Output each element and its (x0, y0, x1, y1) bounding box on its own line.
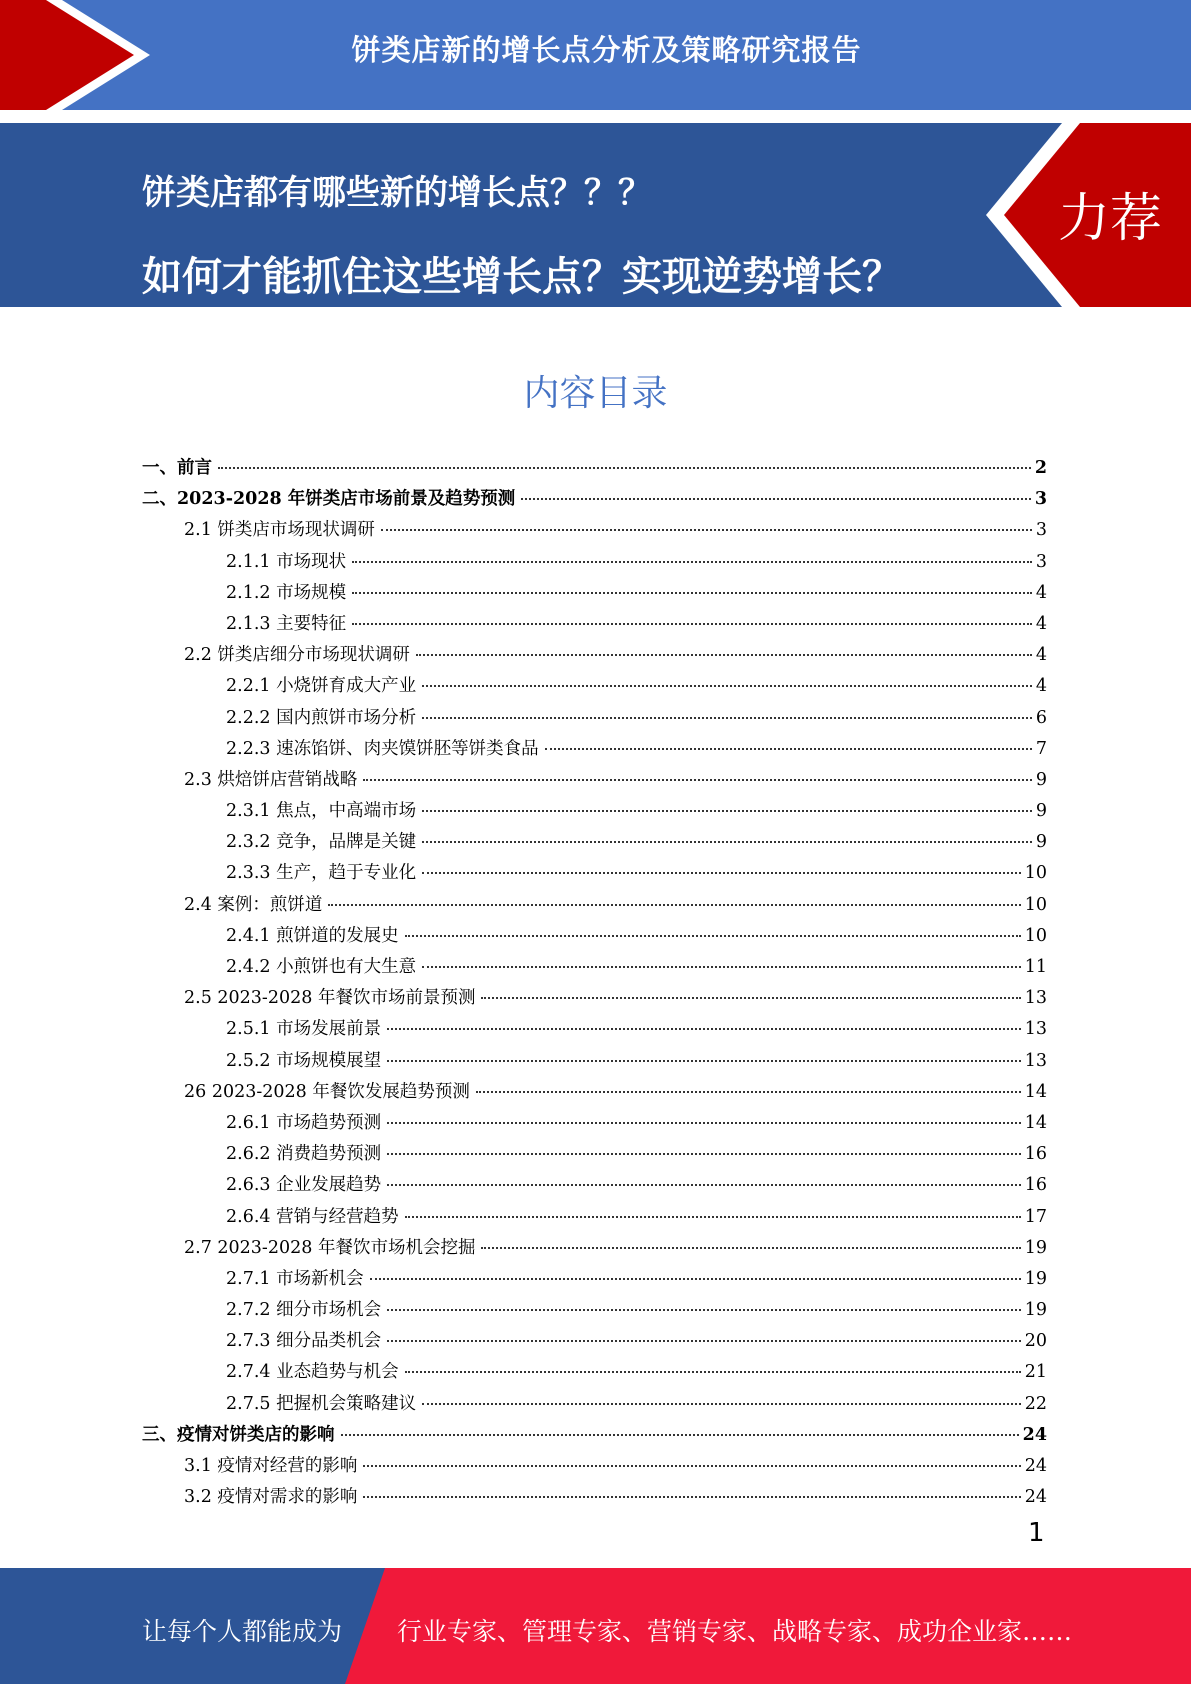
question-banner (0, 123, 1191, 307)
toc-leader-dots (422, 965, 1021, 968)
toc-leader-dots (352, 591, 1032, 594)
toc-entry-label: 2.1.3 主要特征 (226, 613, 347, 634)
toc-leader-dots (416, 653, 1032, 656)
toc-entry-page: 6 (1035, 707, 1047, 728)
toc-entry-page: 22 (1024, 1393, 1047, 1414)
toc-entry[interactable] (142, 1171, 1047, 1202)
toc-entry-label: 2.1 饼类店市场现状调研 (184, 520, 375, 541)
toc-entry-label: 2.7.3 细分品类机会 (226, 1331, 382, 1352)
banner-question-2: 如何才能抓住这些增长点？实现逆势增长？ (142, 254, 902, 300)
toc-leader-dots (381, 528, 1032, 531)
toc-leader-dots (218, 466, 1031, 469)
toc-entry-page: 4 (1035, 613, 1047, 634)
toc-entry-page: 16 (1024, 1175, 1047, 1196)
toc-leader-dots (352, 560, 1032, 563)
toc-entry[interactable] (142, 1421, 1047, 1452)
footer-slogan-right: 行业专家、管理专家、营销专家、战略专家、成功企业家…… (397, 1617, 1073, 1646)
toc-entry-page: 19 (1024, 1300, 1047, 1321)
toc-leader-dots (422, 871, 1021, 874)
toc-entry-label: 2.3.1 焦点，中高端市场 (226, 801, 417, 822)
toc-entry-page: 13 (1024, 1019, 1047, 1040)
toc-entry-label: 26 2023-2028 年餐饮发展趋势预测 (184, 1081, 470, 1102)
toc-entry-page: 19 (1024, 1268, 1047, 1289)
toc-entry[interactable] (142, 1234, 1047, 1265)
toc-entry[interactable] (142, 1358, 1047, 1389)
toc-entry-page: 14 (1024, 1112, 1047, 1133)
toc-entry-page: 24 (1022, 1424, 1047, 1445)
toc-entry[interactable] (142, 1296, 1047, 1327)
toc-entry-page: 11 (1024, 957, 1047, 977)
toc-entry[interactable] (142, 485, 1047, 516)
toc-leader-dots (387, 1027, 1021, 1030)
toc-entry[interactable] (142, 1452, 1047, 1483)
toc-entry-label: 2.2.2 国内煎饼市场分析 (226, 707, 417, 728)
toc-entry[interactable] (142, 891, 1047, 922)
report-title-bar (0, 0, 1191, 110)
toc-entry-page: 4 (1035, 645, 1047, 666)
toc-entry-label: 2.1.2 市场规模 (226, 582, 347, 603)
toc-entry-label: 2.6.1 市场趋势预测 (226, 1112, 382, 1133)
toc-entry-page: 3 (1035, 520, 1047, 541)
toc-entry-label: 2.7.2 细分市场机会 (226, 1300, 382, 1321)
toc-entry-label: 2.7.4 业态趋势与机会 (226, 1362, 399, 1383)
toc-leader-dots (422, 809, 1032, 812)
toc-entry-label: 3.1 疫情对经营的影响 (184, 1456, 358, 1476)
toc-entry-label: 2.1.1 市场现状 (226, 551, 347, 572)
toc-entry[interactable] (142, 579, 1047, 610)
toc-leader-dots (422, 716, 1032, 719)
toc-leader-dots (481, 996, 1020, 999)
toc-leader-dots (387, 1308, 1021, 1311)
toc-entry-page: 20 (1024, 1331, 1047, 1352)
toc-entry-label: 2.3.2 竞争，品牌是关键 (226, 832, 417, 853)
toc-entry-page: 9 (1035, 832, 1047, 853)
toc-entry[interactable] (142, 516, 1047, 547)
toc-entry-page: 16 (1024, 1144, 1047, 1165)
toc-entry-label: 2.5.2 市场规模展望 (226, 1050, 382, 1071)
toc-entry-label: 三、疫情对饼类店的影响 (142, 1424, 335, 1445)
toc-entry-page: 10 (1024, 925, 1047, 946)
toc-entry[interactable] (142, 1203, 1047, 1234)
toc-entry[interactable] (142, 766, 1047, 797)
toc-leader-dots (352, 622, 1032, 625)
toc-leader-dots (481, 1246, 1020, 1249)
toc-entry-page: 9 (1035, 801, 1047, 822)
table-of-contents (142, 454, 1047, 1514)
toc-entry-page: 13 (1024, 1050, 1047, 1071)
toc-entry-label: 2.7 2023-2028 年餐饮市场机会挖掘 (184, 1237, 476, 1258)
toc-entry-page: 3 (1034, 489, 1047, 510)
toc-entry-label: 2.3 烘焙饼店营销战略 (184, 769, 358, 790)
toc-entry-label: 2.4.1 煎饼道的发展史 (226, 925, 399, 946)
toc-leader-dots (422, 840, 1032, 843)
toc-entry[interactable] (142, 984, 1047, 1015)
toc-leader-dots (328, 903, 1020, 906)
toc-leader-dots (387, 1121, 1021, 1124)
toc-leader-dots (422, 1402, 1021, 1405)
toc-entry-page: 21 (1024, 1362, 1047, 1383)
toc-entry-page: 24 (1024, 1487, 1047, 1508)
page-number: 1 (1028, 1518, 1045, 1548)
toc-entry-label: 2.2 饼类店细分市场现状调研 (184, 645, 410, 666)
toc-entry-label: 二、2023-2028 年饼类店市场前景及趋势预测 (142, 489, 516, 510)
toc-leader-dots (341, 1433, 1019, 1436)
toc-entry-page: 4 (1035, 676, 1047, 697)
toc-entry-label: 2.5.1 市场发展前景 (226, 1019, 382, 1040)
toc-entry-page: 7 (1035, 738, 1047, 759)
toc-entry[interactable] (142, 1483, 1047, 1514)
toc-leader-dots (422, 684, 1032, 687)
toc-entry-label: 2.6.2 消费趋势预测 (226, 1144, 382, 1165)
toc-entry[interactable] (142, 1265, 1047, 1296)
toc-entry-page: 2 (1034, 458, 1047, 478)
toc-entry[interactable] (142, 1140, 1047, 1171)
toc-leader-dots (545, 747, 1032, 750)
toc-entry-label: 2.6.4 营销与经营趋势 (226, 1206, 399, 1227)
toc-entry-label: 3.2 疫情对需求的影响 (184, 1487, 358, 1508)
toc-entry-page: 14 (1024, 1081, 1047, 1102)
toc-entry-label: 2.2.3 速冻馅饼、肉夹馍饼胚等饼类食品 (226, 738, 539, 759)
toc-entry-page: 4 (1035, 582, 1047, 603)
toc-leader-dots (476, 1090, 1021, 1093)
toc-entry[interactable] (142, 610, 1047, 641)
toc-leader-dots (405, 1370, 1021, 1373)
toc-entry-page: 10 (1024, 863, 1047, 884)
toc-entry[interactable] (142, 922, 1047, 953)
toc-leader-dots (405, 1215, 1021, 1218)
toc-entry[interactable] (142, 548, 1047, 579)
toc-leader-dots (387, 1183, 1021, 1186)
footer-slogan-left: 让每个人都能成为 (142, 1617, 343, 1646)
toc-leader-dots (387, 1059, 1021, 1062)
toc-entry[interactable] (142, 454, 1047, 485)
toc-entry-page: 9 (1035, 769, 1047, 790)
toc-entry-label: 2.4.2 小煎饼也有大生意 (226, 957, 417, 977)
toc-entry[interactable] (142, 1047, 1047, 1078)
toc-entry-page: 24 (1024, 1456, 1047, 1476)
toc-leader-dots (387, 1152, 1021, 1155)
toc-entry-page: 17 (1024, 1206, 1047, 1227)
toc-entry[interactable] (142, 672, 1047, 703)
report-title: 饼类店新的增长点分析及策略研究报告 (351, 33, 862, 67)
toc-entry-label: 2.5 2023-2028 年餐饮市场前景预测 (184, 988, 476, 1009)
toc-leader-dots (521, 497, 1031, 500)
toc-entry[interactable] (142, 735, 1047, 766)
banner-question-1: 饼类店都有哪些新的增长点？？？ (142, 173, 652, 213)
toc-entry[interactable] (142, 641, 1047, 672)
toc-entry-label: 2.6.3 企业发展趋势 (226, 1175, 382, 1196)
toc-entry-label: 2.7.5 把握机会策略建议 (226, 1393, 417, 1414)
toc-entry[interactable] (142, 828, 1047, 859)
toc-entry[interactable] (142, 1015, 1047, 1046)
toc-entry[interactable] (142, 953, 1047, 984)
toc-leader-dots (363, 1464, 1020, 1467)
toc-entry[interactable] (142, 1078, 1047, 1109)
toc-entry[interactable] (142, 1109, 1047, 1140)
toc-entry-label: 一、前言 (142, 458, 212, 478)
toc-entry-page: 13 (1024, 988, 1047, 1009)
toc-entry-label: 2.2.1 小烧饼育成大产业 (226, 676, 417, 697)
toc-entry[interactable] (142, 1327, 1047, 1358)
toc-entry-page: 10 (1024, 894, 1047, 915)
toc-leader-dots (363, 778, 1031, 781)
toc-entry-page: 3 (1035, 551, 1047, 572)
toc-title: 内容目录 (523, 373, 668, 414)
toc-entry-page: 19 (1024, 1237, 1047, 1258)
toc-entry[interactable] (142, 859, 1047, 890)
toc-leader-dots (405, 934, 1021, 937)
toc-entry[interactable] (142, 704, 1047, 735)
toc-entry[interactable] (142, 797, 1047, 828)
toc-entry[interactable] (142, 1390, 1047, 1421)
recommend-badge: 力荐 (1058, 189, 1163, 249)
toc-leader-dots (370, 1277, 1021, 1280)
footer-slogan-bar (0, 1568, 1191, 1684)
toc-entry-label: 2.7.1 市场新机会 (226, 1268, 364, 1289)
toc-entry-label: 2.4 案例：煎饼道 (184, 894, 323, 915)
toc-entry-label: 2.3.3 生产，趋于专业化 (226, 863, 417, 884)
toc-leader-dots (363, 1495, 1020, 1498)
toc-leader-dots (387, 1339, 1021, 1342)
